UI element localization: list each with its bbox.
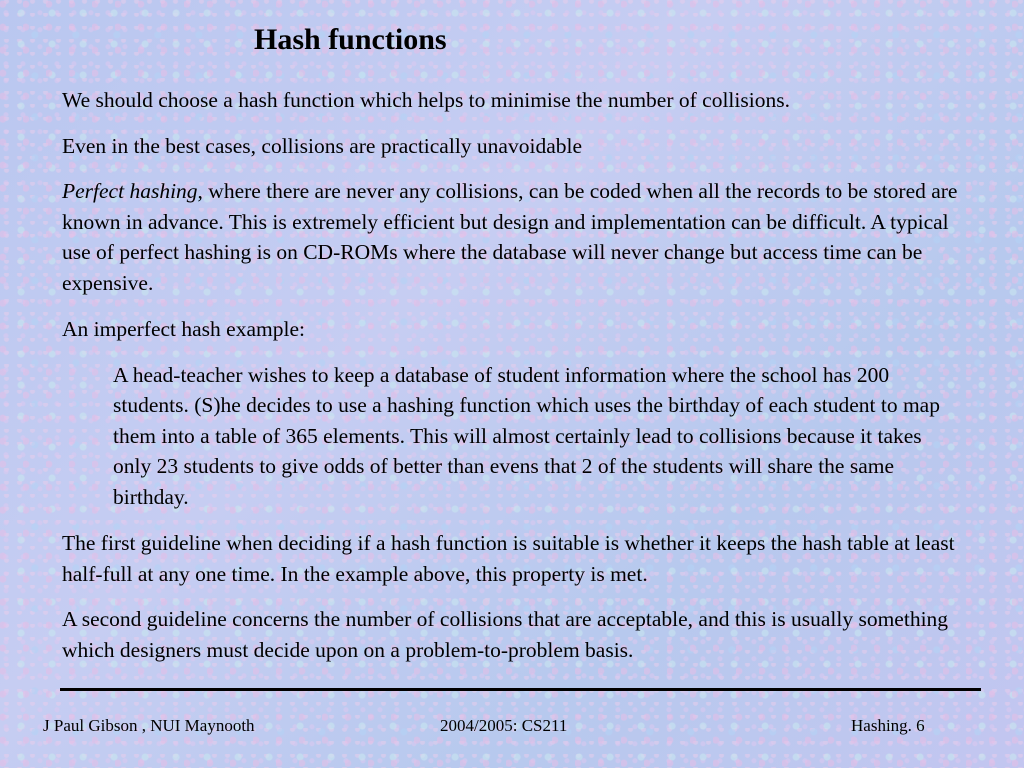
- paragraph-head-teacher-example: A head-teacher wishes to keep a database of student information where the school has 200 students. (S)he decides to use a hashing function which uses the birthday of each student to map them into a table of 365 elements. This will almost certainly lead to collisions because it takes only 23 students to give odds of better than evens that 2 of the students will share the same birthday.: [113, 362, 940, 509]
- paragraph-second-guideline: A second guideline concerns the number of collisions that are acceptable, and this is usually something which designers must decide upon on a problem-to-problem basis.: [62, 607, 949, 662]
- footer-divider: [60, 688, 981, 691]
- perfect-hashing-term: Perfect hashing: [62, 179, 198, 203]
- footer-author: J Paul Gibson , NUI Maynooth: [43, 716, 255, 735]
- paragraph-imperfect-example-heading: An imperfect hash example:: [62, 317, 305, 341]
- paragraph-first-guideline: The first guideline when deciding if a hash function is suitable is whether it keeps the hash table at least half-full at any one time. In the example above, this property is met.: [62, 531, 955, 586]
- slide-body: [62, 85, 962, 680]
- paragraph-minimise-collisions: We should choose a hash function which helps to minimise the number of collisions.: [62, 88, 790, 112]
- footer-page-number: Hashing. 6: [851, 716, 925, 735]
- footer-course: 2004/2005: CS211: [440, 716, 568, 735]
- paragraph-unavoidable: Even in the best cases, collisions are practically unavoidable: [62, 133, 582, 158]
- perfect-hashing-description: , where there are never any collisions, can be coded when all the records to be stored are known in advance. This is extremely efficient but design and implementation can be difficult. A typical use of perfect hashing is on CD-ROMs where the database will never change but access time can be expensive.: [62, 179, 958, 295]
- slide-title: Hash functions: [254, 23, 447, 56]
- paragraph-perfect-hashing: [62, 176, 962, 298]
